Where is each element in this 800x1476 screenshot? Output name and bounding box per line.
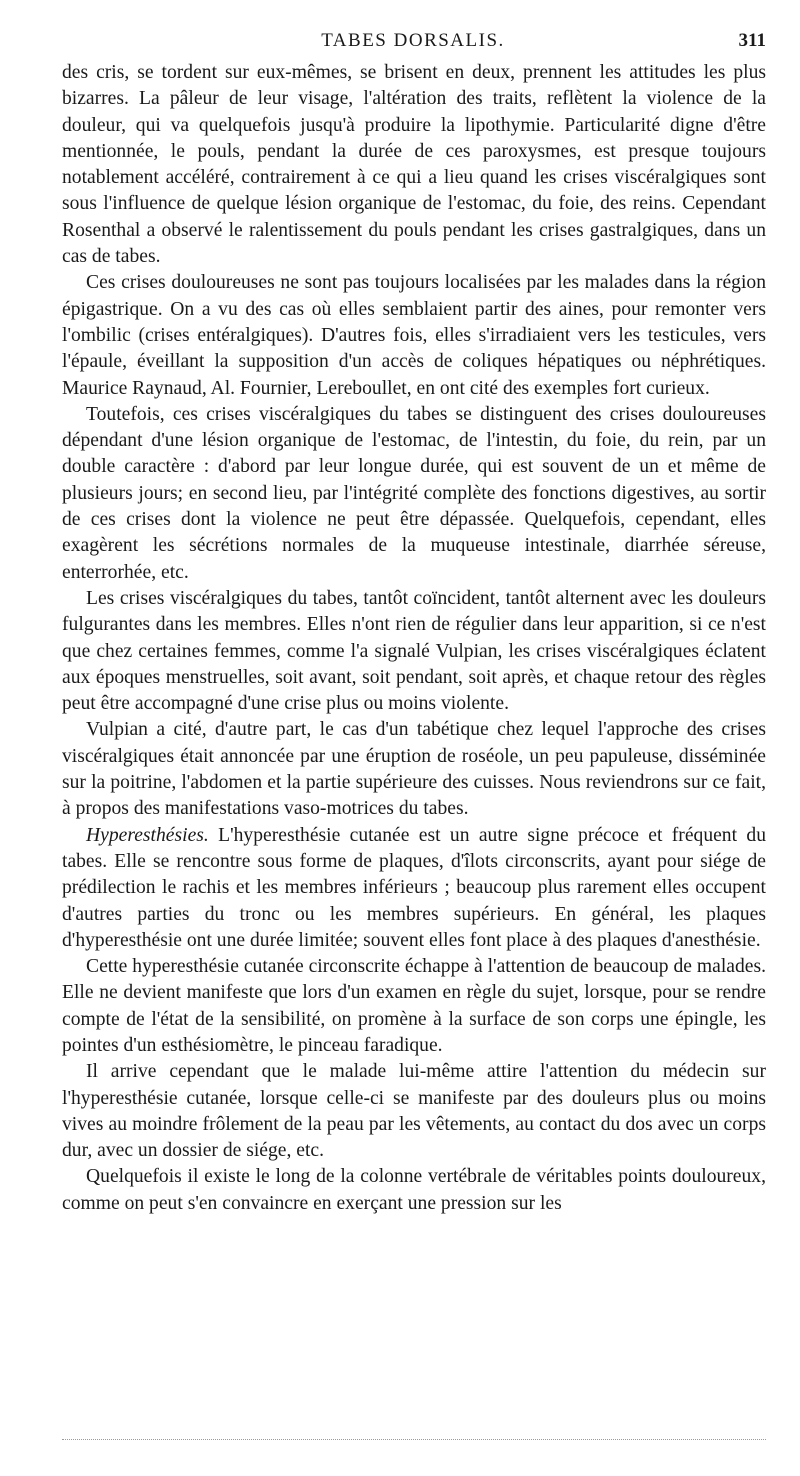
page-number: 311 [738,30,766,51]
bottom-dotted-rule [62,1439,766,1440]
body-text [62,60,766,1217]
running-head [60,22,766,52]
paragraph-5: Vulpian a cité, d'autre part, le cas d'un tabétique chez lequel l'approche des crises viscéralgiques était annoncée par une éruption de roséole, un peu papuleuse, disséminée sur la poitrine, l'abdomen et la partie supérieure des cuisses. Nous reviendrons sur ce fait, à propos des manifestations vaso-motrices du tabes. [62,719,766,820]
paragraph-1: des cris, se tordent sur eux-mêmes, se brisent en deux, prennent les attitudes les plus bizarres. La pâleur de leur visage, l'altération des traits, reflètent la violence de la douleur, qui va quelquefois jusqu'à produire la lipothymie. Particularité digne d'être mentionnée, le pouls, pendant la durée de ces paroxysmes, est presque toujours notablement accéléré, contrairement à ce qui a lieu quand les crises viscéralgiques sont sous l'influence de quelque lésion organique de l'estomac, du foie, des reins. Cependant Rosenthal a observé le ralentissement du pouls pendant les crises gastralgiques, dans un cas de tabes. [62,62,766,268]
paragraph-2: Ces crises douloureuses ne sont pas toujours localisées par les malades dans la région épigastrique. On a vu des cas où elles semblaient partir des aines, pour remonter vers l'ombilic (crises entéralgiques). D'autres fois, elles s'irradiaient vers les testicules, vers l'épaule, éveillant la supposition d'un accès de coliques hépatiques ou néphrétiques. Maurice Raynaud, Al. Fournier, Lereboullet, en ont cité des exemples fort curieux. [62,272,766,399]
paragraph-4: Les crises viscéralgiques du tabes, tantôt coïncident, tantôt alternent avec les douleurs fulgurantes dans les membres. Elles n'ont rien de régulier dans leur apparition, si ce n'est que chez certaines femmes, comme l'a signalé Vulpian, les crises viscéralgiques éclatent aux époques menstruelles, soit avant, soit pendant, soit après, et chaque retour des règles peut être accompagné d'une crise plus ou moins violente. [62,587,766,715]
paragraph-hyperesthesies [62,823,766,954]
paragraph-9: Quelquefois il existe le long de la colonne vertébrale de véritables points douloureux, comme on peut s'en convaincre en exerçant une pression sur les [62,1166,766,1214]
section-heading-hyperesthesies: Hyperesthésies. [86,824,209,846]
paragraph-8: Il arrive cependant que le malade lui-même attire l'attention du médecin sur l'hyperesthésie cutanée, lorsque celle-ci se manifeste par des douleurs plus ou moins vives au moindre frôlement de la peau par les vêtements, au contact du dos avec un corps dur, avec un dossier de siége, etc. [62,1061,766,1162]
paragraph-3: Toutefois, ces crises viscéralgiques du tabes se distinguent des crises douloureuses dépendant d'une lésion organique de l'estomac, de l'intestin, du foie, du rein, par un double caractère : d'abord par leur longue durée, qui est souvent de un et même de plusieurs jours; en second lieu, par l'intégrité complète des fonctions digestives, au sortir de ces crises dont la violence ne peut être dépassée. Quelquefois, cependant, elles exagèrent les sécrétions normales de la muqueuse intestinale, diarrhée séreuse, enterrorhée, etc. [62,403,766,583]
paragraph-7: Cette hyperesthésie cutanée circonscrite échappe à l'attention de beaucoup de malades. Elle ne devient manifeste que lors d'un examen en règle du sujet, lorsque, pour se rendre compte de l'état de la sensibilité, on promène à la surface de son corps une épingle, les pointes d'un esthésiomètre, le pinceau faradique. [62,956,766,1056]
running-title: TABES DORSALIS. [321,30,505,51]
paragraph-6-text: L'hyperesthésie cutanée est un autre signe précoce et fréquent du tabes. Elle se rencontre sous forme de plaques, d'îlots circonscrits, ayant pour siége de prédilection le rachis et les membres inférieurs ; beaucoup plus rarement elles occupent d'autres parties du tronc ou les membres supérieurs. En général, les plaques d'hyperesthésie ont une durée limitée; souvent elles font place à des plaques d'anesthésie. [62,824,766,951]
